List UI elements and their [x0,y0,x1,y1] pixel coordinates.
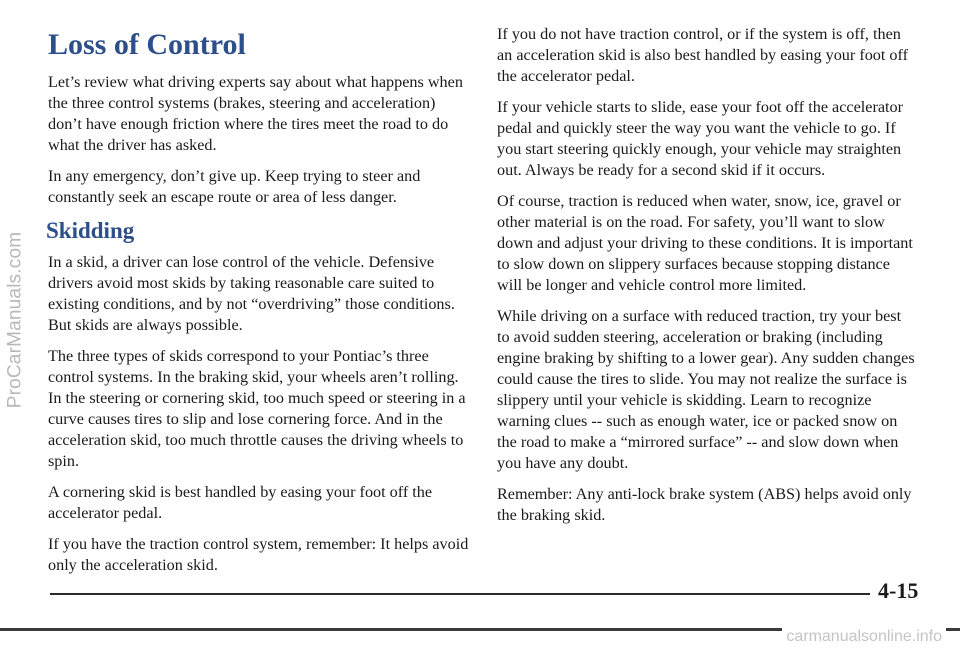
skid-paragraph: In a skid, a driver can lose control of the vehicle. Defensive drivers avoid most skids by taking reasonable care suited to existing conditions, and by not “overdriving” those conditions. But skids are always possible. [48,253,455,334]
reduced-traction-paragraph: Of course, traction is reduced when water, snow, ice, gravel or other material is on the road. For safety, you’ll want to slow down and adjust your driving to these conditions. It is important to slow down on slippery surfaces because stopping distance will be longer and vehicle control more limited. [497,192,913,294]
cornering-skid-paragraph: A cornering skid is best handled by easing your foot off the accelerator pedal. [48,483,433,522]
side-watermark [2,40,28,600]
traction-control-paragraph: If you have the traction control system, remember: It helps avoid only the acceleration skid. [48,535,469,574]
bottom-watermark: carmanualsonline.info [782,628,946,646]
acceleration-skid-paragraph: If you do not have traction control, or if the system is off, then an acceleration skid is also best handled by easing your foot off the accelerator pedal. [497,25,909,85]
slide-paragraph: If your vehicle starts to slide, ease your foot off the accelerator pedal and quickly steer the way you want the vehicle to go. If you start steering quickly enough, your vehicle may straighten out. Always be ready for a second skid if it occurs. [497,98,904,179]
emergency-paragraph: In any emergency, don’t give up. Keep trying to steer and constantly seek an escape route or area of less danger. [48,167,421,206]
page-number: 4-15 [878,578,919,603]
sudden-changes-paragraph: While driving on a surface with reduced traction, try your best to avoid sudden steering, acceleration or braking (including engine braking by shifting to a lower gear). Any sudden changes could cause the tires to slide. You may not realize the surface is slippery until your vehicle is skidding. Learn to recognize warning clues -- such as enough water, ice or packed snow on the road to make a “mirrored surface” -- and slow down when you have any doubt. [497,307,915,472]
abs-paragraph: Remember: Any anti-lock brake system (ABS) helps avoid only the braking skid. [497,485,912,524]
subsection-title: Skidding [46,218,135,243]
right-column [497,24,917,536]
section-title: Loss of Control [48,28,246,61]
skid-types-paragraph: The three types of skids correspond to your Pontiac’s three control systems. In the braking skid, your wheels aren’t rolling. In the steering or cornering skid, too much speed or steering in a curve causes tires to slip and lose cornering force. And in the acceleration skid, too much throttle causes the driving wheels to spin. [48,347,466,470]
left-column [48,24,473,586]
footer-rule [50,593,870,595]
intro-paragraph: Let’s review what driving experts say about what happens when the three control systems (brakes, steering and acceleration) don’t have enough friction where the tires meet the road to do what the driver has asked. [48,73,463,154]
side-watermark-text: ProCarManuals.com [4,231,26,409]
